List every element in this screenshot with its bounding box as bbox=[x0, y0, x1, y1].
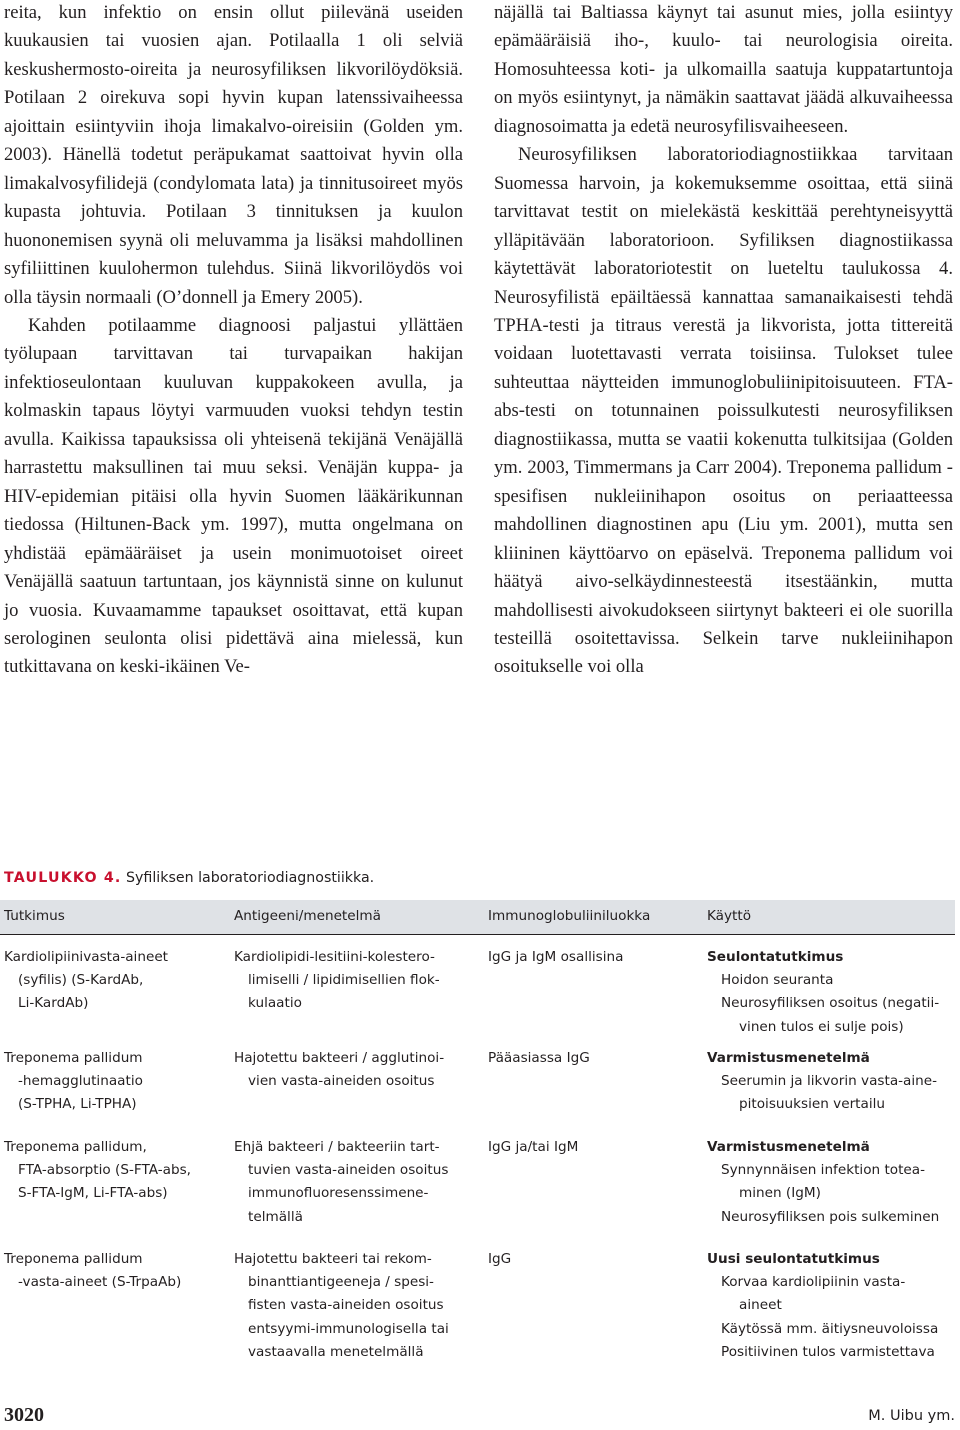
diagnostics-table bbox=[0, 900, 955, 1364]
table-row bbox=[0, 935, 955, 1042]
cell-line: Seerumin ja likvorin vasta-aine- bbox=[721, 1073, 938, 1090]
cell-ig: Pääasiassa IgG bbox=[488, 1050, 590, 1066]
header-kaytto: Käyttö bbox=[703, 900, 955, 935]
cell-line: entsyymi-immunologisella tai bbox=[248, 1320, 449, 1337]
cell-line: Hoidon seuranta bbox=[721, 972, 834, 989]
cell-line: Kardiolipidi-lesitiini-kolestero- bbox=[234, 949, 435, 965]
cell-line: -vasta-aineet (S-TrpaAb) bbox=[18, 1274, 182, 1291]
cell-line: Neurosyfiliksen osoitus (negatii- bbox=[721, 995, 940, 1012]
left-column bbox=[4, 0, 463, 682]
cell-ig: IgG ja/tai IgM bbox=[488, 1139, 579, 1155]
cell-line: vinen tulos ei sulje pois) bbox=[739, 1018, 904, 1035]
table-row bbox=[0, 1041, 955, 1130]
cell-line: Kardiolipiinivasta-aineet bbox=[4, 949, 169, 965]
running-author: M. Uibu ym. bbox=[868, 1408, 955, 1424]
cell-line-title: Seulontatutkimus bbox=[707, 949, 844, 965]
table-row bbox=[0, 1130, 955, 1242]
cell-line-title: Varmistusmenetelmä bbox=[707, 1139, 870, 1155]
cell-line: telmällä bbox=[248, 1208, 303, 1225]
cell-antigeeni bbox=[230, 1041, 484, 1130]
cell-line: kulaatio bbox=[248, 995, 302, 1012]
cell-line: Li-KardAb) bbox=[18, 995, 89, 1012]
cell-line: pitoisuuksien vertailu bbox=[739, 1096, 886, 1113]
header-immunoglobuliiniluokka: Immunoglobuliiniluokka bbox=[484, 900, 703, 935]
cell-tutkimus bbox=[0, 1242, 230, 1364]
left-paragraph-1: reita, kun infektio on ensin ollut piilevänä useiden kuukausien tai vuosien ajan. Potilaalla 1 oli selviä keskushermosto-oireita ja neurosyfiliksen likvorilöydöksiä. Potilaan 2 oirekuva sopi hyvin kupan latenssivaiheessa ajoittain esiintyviin ihoja limakalvo-oireisiin (Golden ym. 2003). Hänellä todetut peräpukamat saattoivat hyvin olla limakalvosyfilidejä (condylomata lata) ja tinnitusoireet myös kupasta johtuvia. Potilaan 3 tinnituksen ja kuulon huononemisen syynä oli meluvamma ja lisäksi mahdollinen syfiliittinen kuulohermon tulehdus. Siinä likvorilöydös voi olla täysin normaali (O’donnell ja Emery 2005). bbox=[4, 2, 463, 308]
cell-line: (syfilis) (S-KardAb, bbox=[18, 972, 144, 989]
cell-tutkimus bbox=[0, 1041, 230, 1130]
table-caption bbox=[4, 870, 374, 886]
cell-line-title: Varmistusmenetelmä bbox=[707, 1050, 870, 1066]
table-caption-title: Syfiliksen laboratoriodiagnostiikka. bbox=[126, 870, 375, 886]
cell-line: aineet bbox=[739, 1297, 782, 1314]
cell-antigeeni bbox=[230, 935, 484, 1042]
cell-kaytto bbox=[703, 935, 955, 1042]
page-number: 3020 bbox=[4, 1404, 44, 1426]
left-paragraph-2: Kahden potilaamme diagnoosi paljastui yllättäen työlupaan tarvittavan tai turvapaikan hakijan infektioseulontaan kuuluvan kuppakokeen avulla, ja kolmaskin tapaus löytyi varmuuden vuoksi tehdyn testin avulla. Kaikissa tapauksissa oli yhteisenä tekijänä Venäjällä harrastettu maksullinen tai muu seksi. Venäjän kuppa- ja HIV-epidemian pitäisi olla hyvin Suomen lääkärikunnan tiedossa (Hiltunen-Back ym. 1997), mutta ongelmana on yhdistää epämääräiset ja usein monimuotoiset oireet Venäjällä saatuun tartuntaan, jos käynnistä sinne on kulunut jo vuosia. Kuvaamamme tapaukset osoittavat, että kupan serologinen seulonta olisi pidettävä aina mielessä, kun tutkittavana on keski-ikäinen Ve- bbox=[4, 314, 463, 678]
cell-antigeeni bbox=[230, 1130, 484, 1242]
cell-ig: IgG ja IgM osallisina bbox=[488, 949, 624, 965]
cell-line: Ehjä bakteeri / bakteeriin tart- bbox=[234, 1139, 440, 1155]
header-antigeeni: Antigeeni/menetelmä bbox=[230, 900, 484, 935]
cell-line: Treponema pallidum bbox=[4, 1251, 143, 1267]
right-column bbox=[494, 0, 953, 682]
cell-line: vien vasta-aineiden osoitus bbox=[248, 1073, 435, 1090]
cell-kaytto bbox=[703, 1041, 955, 1130]
cell-line: Hajotettu bakteeri / agglutinoi- bbox=[234, 1050, 445, 1066]
cell-line: Treponema pallidum, bbox=[4, 1139, 147, 1155]
cell-line: Korvaa kardiolipiinin vasta- bbox=[721, 1274, 906, 1291]
cell-tutkimus bbox=[0, 935, 230, 1042]
cell-line: Positiivinen tulos varmistettava bbox=[721, 1343, 935, 1360]
cell-line: binanttiantigeeneja / spesi- bbox=[248, 1274, 434, 1291]
cell-line: fisten vasta-aineiden osoitus bbox=[248, 1297, 444, 1314]
cell-line: S-FTA-IgM, Li-FTA-abs) bbox=[18, 1185, 168, 1202]
cell-line: Treponema pallidum bbox=[4, 1050, 143, 1066]
cell-line: FTA-absorptio (S-FTA-abs, bbox=[18, 1162, 191, 1179]
cell-line: limiselli / lipidimisellien flok- bbox=[248, 972, 440, 989]
cell-line-title: Uusi seulontatutkimus bbox=[707, 1251, 880, 1267]
cell-line: Käytössä mm. äitiysneuvoloissa bbox=[721, 1320, 939, 1337]
table-caption-label: TAULUKKO 4. bbox=[4, 870, 122, 886]
cell-ig: IgG bbox=[488, 1251, 512, 1267]
table-header-row bbox=[0, 900, 955, 935]
right-paragraph-1: näjällä tai Baltiassa käynyt tai asunut mies, jolla esiintyy epämääräisiä iho-, kuulo- tai neurologisia oireita. Homosuhteessa koti- ja ulkomailla saatuja kuppatartuntoja on myös esiintynyt, ja nämäkin saattavat jäädä alkuvaiheessa diagnosoimatta ja edetä neurosyfilisvaiheeseen. bbox=[494, 2, 953, 137]
cell-line: Synnynnäisen infektion totea- bbox=[721, 1162, 926, 1179]
cell-line: Hajotettu bakteeri tai rekom- bbox=[234, 1251, 432, 1267]
cell-line: minen (IgM) bbox=[739, 1185, 821, 1202]
cell-kaytto bbox=[703, 1130, 955, 1242]
cell-tutkimus bbox=[0, 1130, 230, 1242]
table-row bbox=[0, 1242, 955, 1364]
cell-line: immunofluoresenssimene- bbox=[248, 1185, 429, 1202]
cell-line: (S-TPHA, Li-TPHA) bbox=[18, 1096, 137, 1113]
cell-line: -hemagglutinaatio bbox=[18, 1073, 143, 1090]
cell-line: tuvien vasta-aineiden osoitus bbox=[248, 1162, 449, 1179]
cell-antigeeni bbox=[230, 1242, 484, 1364]
cell-line: Neurosyfiliksen pois sulkeminen bbox=[721, 1208, 940, 1225]
cell-kaytto bbox=[703, 1242, 955, 1364]
cell-line: vastaavalla menetelmällä bbox=[248, 1343, 424, 1360]
header-tutkimus: Tutkimus bbox=[0, 900, 230, 935]
right-paragraph-2: Neurosyfiliksen laboratoriodiagnostiikkaa tarvitaan Suomessa harvoin, ja kokemuksemme osoittaa, että siinä tarvittavat testit on mielekästä keskittää perehtyneisyyttä ylläpitävään laboratorioon. Syfiliksen diagnostiikassa käytettävät laboratoriotestit on lueteltu taulukossa 4. Neurosyfilistä epäiltäessä kannattaa samanaikaisesti tehdä TPHA-testi ja titraus verestä ja likvorista, jotta tittereitä voidaan luotettavasti verrata toisiinsa. Tulokset tulee suhteuttaa näytteiden immunoglobuliinipitoisuuteen. FTA-abs-testi on totunnainen poissulkutesti neurosyfiliksen diagnostiikassa, mutta se vaatii kokenutta tulkitsijaa (Golden ym. 2003, Timmermans ja Carr 2004). Treponema pallidum -spesifisen nukleiinihapon osoitus on periaatteessa mahdollinen diagnostinen apu (Liu ym. 2001), mutta sen kliininen käyttöarvo on epäselvä. Treponema pallidum voi häätyä aivo-selkäydinnesteestä itsestäänkin, mutta mahdollisesti aivokudokseen siirtynyt bakteeri ei ole suorilla testeillä osoitettavissa. Selkein tarve nukleiinihapon osoitukselle voi olla bbox=[494, 144, 953, 678]
